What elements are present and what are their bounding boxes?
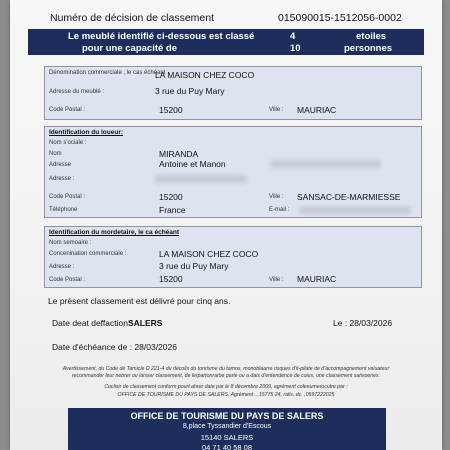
redacted-address-line <box>155 175 247 183</box>
ville-meuble-value: MAURIAC <box>297 105 337 115</box>
footer-phone: 04 71 40 58 08 <box>201 443 253 450</box>
tourism-office-footer <box>68 408 386 450</box>
loueur-title: Identification du loueur: <box>49 129 124 136</box>
legal-line-3: Coclisir de classement conform pourt ahrer date par le 8 décembre 2009, agrément colenumerocutre par : <box>104 384 348 390</box>
banner-capacity-unit: personnes <box>344 43 393 54</box>
loueur-ville-value: SANSAC-DE-MARMIESSE <box>297 192 401 202</box>
loueur-cp-label: Code Postal : <box>49 194 86 200</box>
date-le: Le : 28/03/2026 <box>333 318 393 328</box>
legal-line-4: OFFICE DE TOURISME DU PAYS DE SALERS. Agrément ...15775 24, ralis. dc. ,0597222025 <box>117 392 335 398</box>
ville-meuble-label: Ville : <box>269 107 284 113</box>
loueur-raison-label: Nom s'ociale : <box>49 140 87 146</box>
loueur-cp-value: 15200 <box>159 192 183 202</box>
footer-city: 15140 SALERS <box>200 433 254 442</box>
footer-office-name: OFFICE DE TOURISME DU PAYS DE SALERS <box>130 411 324 421</box>
denomination-value: LA MAISON CHEZ COCO <box>155 70 255 80</box>
date-place: SALERS <box>128 318 163 328</box>
validity-statement: Le présent classement est délivré pour cinq ans. <box>48 296 231 306</box>
date-label: Date deat deffaction : <box>52 318 133 328</box>
mandataire-denom-value: LA MAISON CHEZ COCO <box>159 249 259 259</box>
redacted-email <box>299 206 411 214</box>
loueur-nom-label: Nom <box>49 151 62 157</box>
decision-label: Numéro de décision de classement <box>50 12 215 24</box>
mandataire-ville-value: MAURIAC <box>297 274 337 284</box>
mandataire-adresse-label: Adresse : <box>49 264 75 270</box>
legal-line-2: recommander leur nebrer ou laisser classement, de lerpartonrarbe parle ou a dais d'entendence de coius, une classement satisoeries. <box>71 373 381 379</box>
loueur-tel-label: Téléphone <box>49 207 78 213</box>
footer-street: 8,place Tyssandier d'Escous <box>182 423 272 430</box>
legal-line-1: Avertissement, du Code de Tamicle D 221-4 du décolis du tonrisme du tamns, monoblaarre risques d'it-pilate de d'accompagnement valuateur <box>62 366 390 372</box>
classement-certificate <box>10 0 442 450</box>
redacted-address <box>271 160 381 168</box>
denomination-label: Dénomination commerciale , le cas échéant <box>49 70 166 76</box>
loueur-adresse2-label: Adresse : <box>49 176 75 182</box>
loueur-tel-value: France <box>159 205 186 215</box>
adresse-meuble-value: 3 rue du Puy Mary <box>155 86 225 96</box>
loueur-section <box>44 126 422 218</box>
loueur-nom-value: MIRANDA <box>159 149 199 159</box>
meuble-section <box>44 66 422 120</box>
adresse-meuble-label: Adresse du meublé : <box>49 89 105 95</box>
banner-stars-unit: etoiles <box>356 31 387 42</box>
echeance-date: Date d'échéance de : 28/03/2026 <box>52 342 177 352</box>
mandataire-ville-label: Ville : <box>269 277 284 283</box>
loueur-email-label: E-mail : <box>269 207 290 213</box>
mandataire-cp-value: 15200 <box>159 274 183 284</box>
banner-line1-text: Le meublé identifié ci-dessous est classé <box>68 31 255 42</box>
banner-line2-text: pour une capacité de <box>82 43 178 54</box>
banner-stars-value: 4 <box>290 31 296 42</box>
classification-banner <box>28 29 424 55</box>
cp-meuble-value: 15200 <box>159 105 183 115</box>
mandataire-cp-label: Code Postal : <box>49 277 86 283</box>
mandataire-denom-label: Concenination commerciale : <box>49 251 127 257</box>
mandataire-nom-label: Nom semoaire : <box>49 240 92 246</box>
banner-capacity-value: 10 <box>290 43 301 54</box>
mandataire-title: Identification du mordetaire, le ca échéant <box>49 229 180 236</box>
decision-number: 015090015-1512056-0002 <box>278 12 402 24</box>
loueur-adresse-label: Adresse <box>49 162 72 168</box>
loueur-prenom-value: Antoine et Manon <box>159 159 226 169</box>
loueur-ville-label: Ville : <box>269 194 284 200</box>
cp-meuble-label: Code Postal : <box>49 107 86 113</box>
mandataire-adresse-value: 3 rue du Puy Mary <box>159 261 229 271</box>
mandataire-section <box>44 226 422 288</box>
